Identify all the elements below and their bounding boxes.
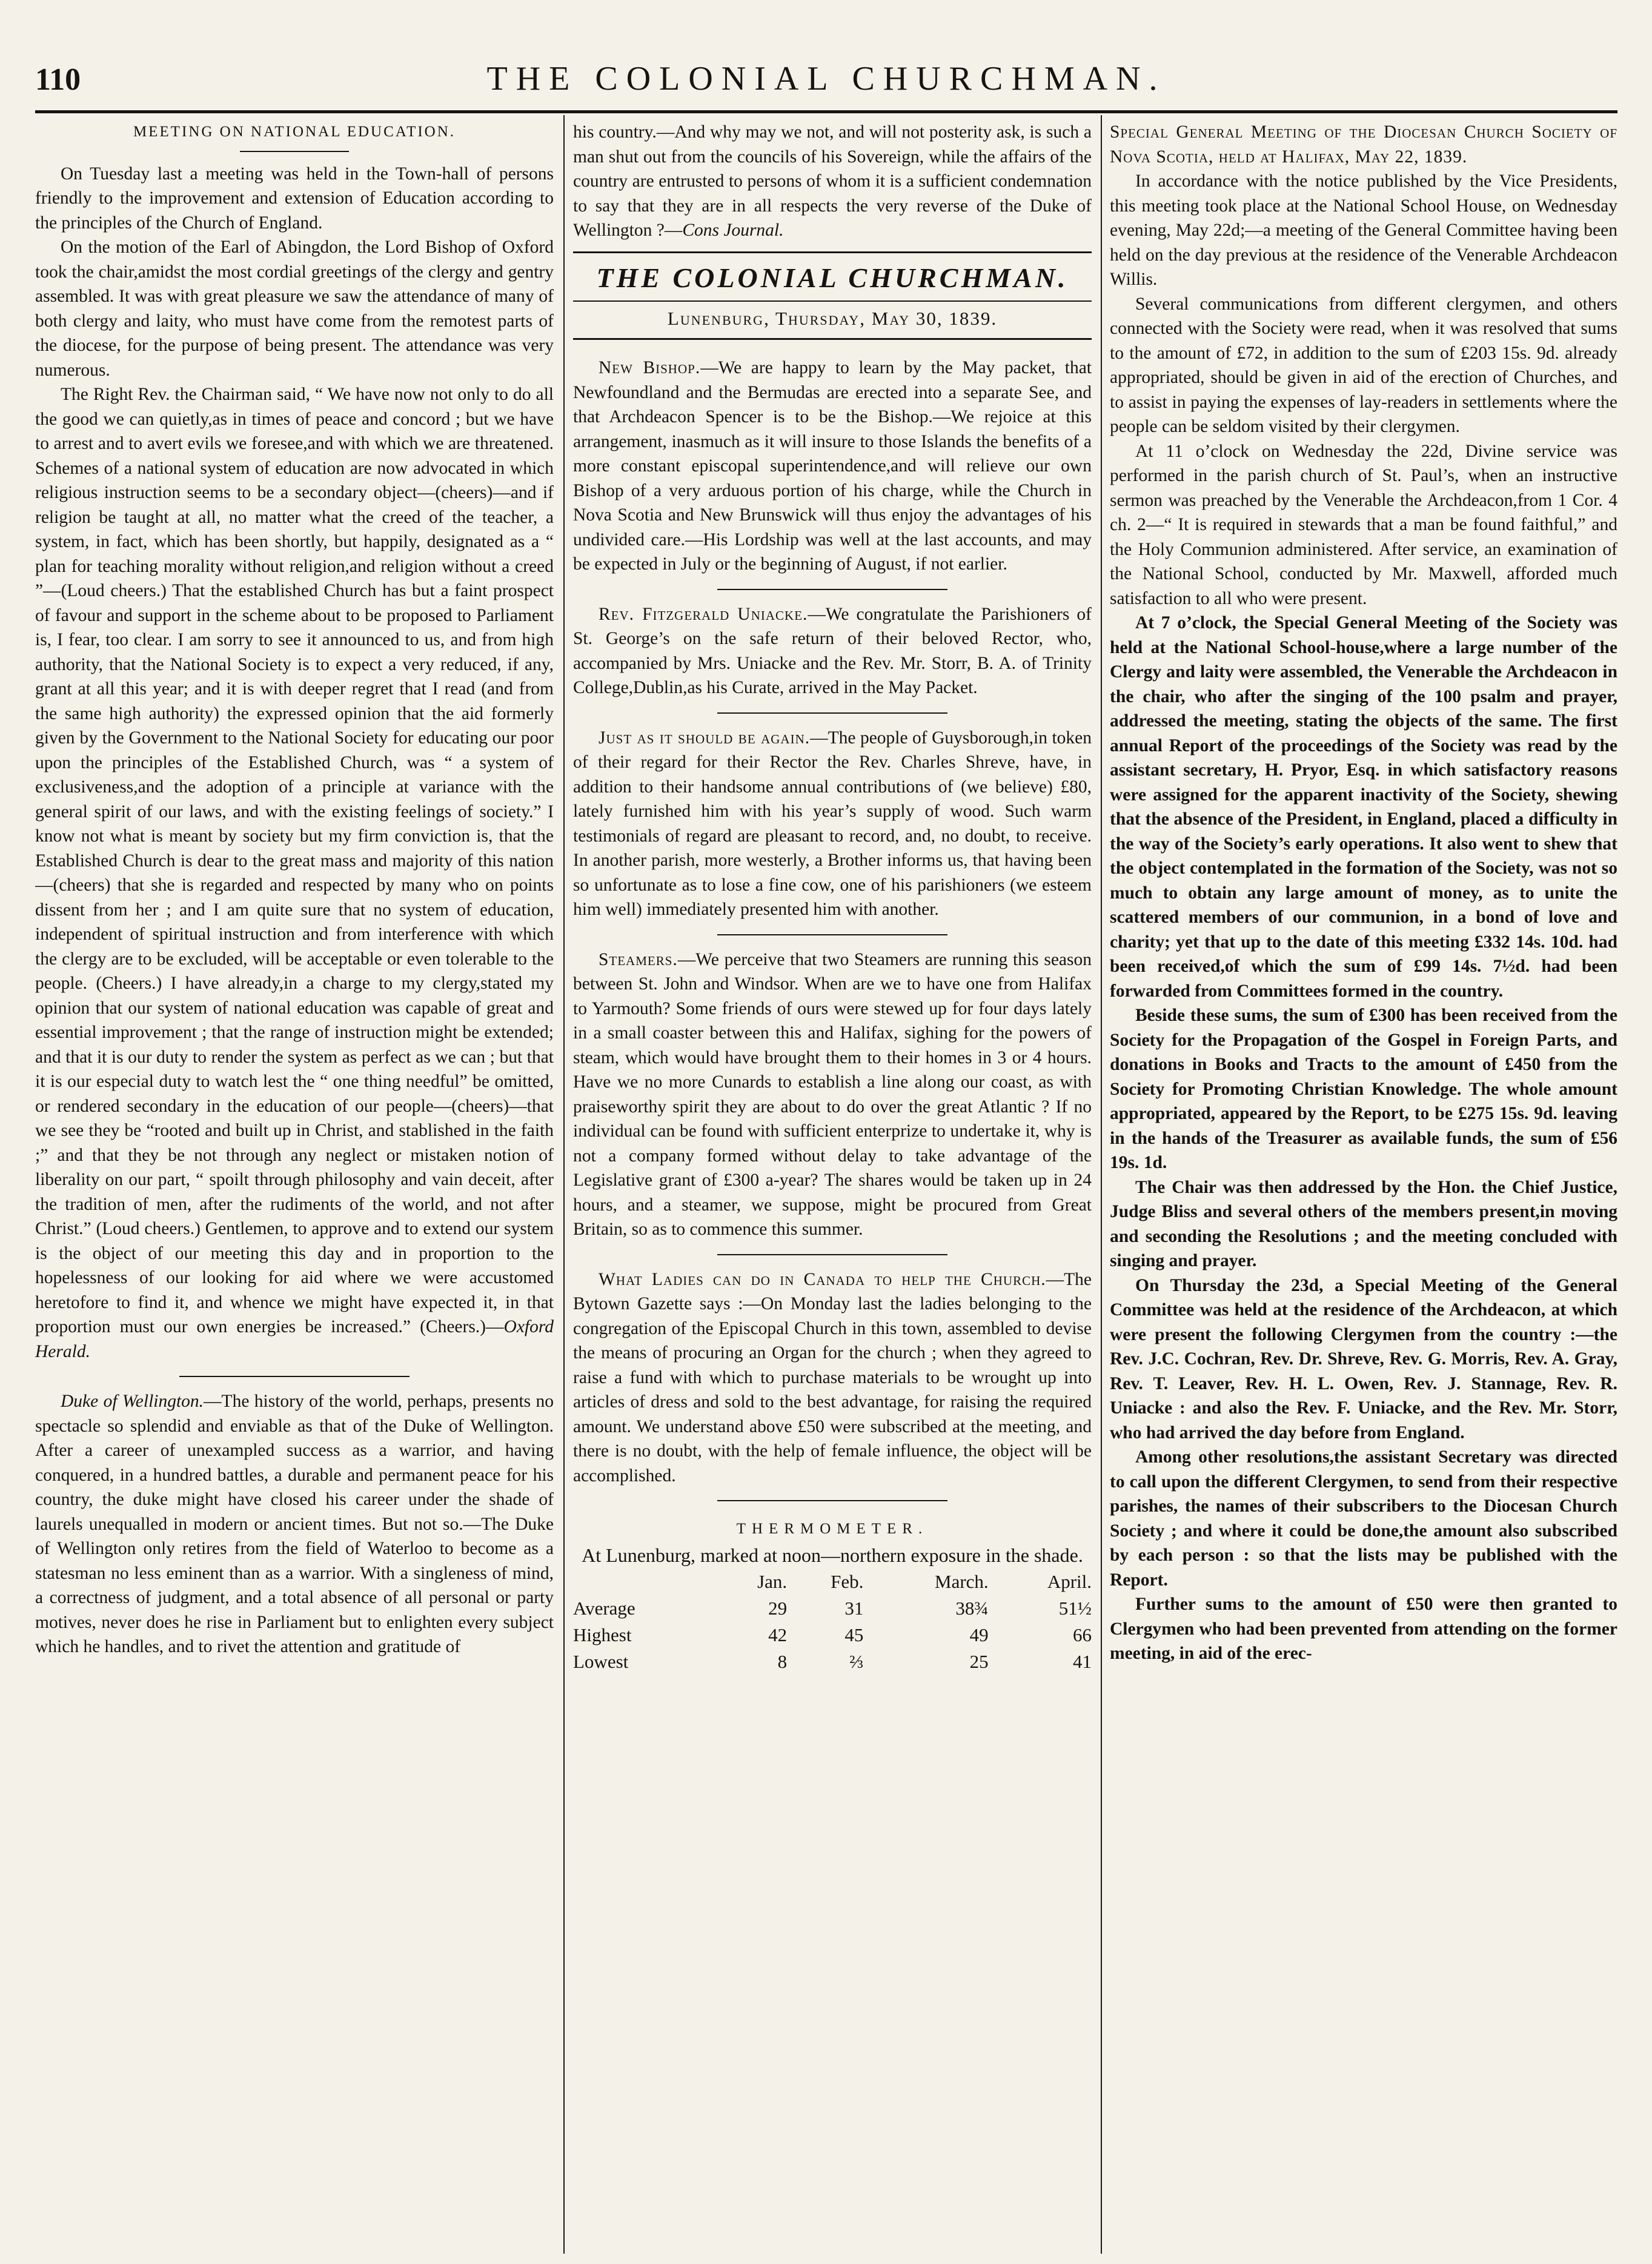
item-lead: What Ladies can do in Canada to help the Church. bbox=[599, 1269, 1046, 1289]
table-row bbox=[573, 1595, 1092, 1622]
item-text: —We are happy to learn by the May packet, that Newfoundland and the Bermudas are erected into a separate See, and that Archdeacon Spencer is to be the Bishop.—We rejoice at this arrangement, inasmuch as it will insure to those Islands the benefits of a more constant episcopal superintendence,and will relieve our own Bishop of a very arduous portion of his charge, while the Church in Nova Scotia and New Brunswick will thus enjoy the advantages of his undivided care.—His Lordship was well at the last accounts, and may be expected in July or the beginning of August, if not earlier. bbox=[573, 358, 1092, 574]
table-cell: 29 bbox=[768, 1597, 788, 1619]
paragraph-text: his country.—And why may we not, and will not posterity ask, is such a man shut out from the councils of his Sovereign, while the affairs of the country are entrusted to persons of whom it is a sufficient condemnation to say that they are in all respects the very reverse of the Duke of Wellington ?— bbox=[573, 122, 1092, 240]
column-middle bbox=[573, 120, 1092, 2240]
paragraph: Among other resolutions,the assistant Secretary was directed to call upon the different Clergymen, to send from their respective parishes, the names of their subscribers to the Diocesan Church Society ; and where it could be done,the amount also subscribed by each person : so that the lists may be published with the Report. bbox=[1110, 1447, 1617, 1590]
item-rule bbox=[717, 712, 947, 714]
table-cell: 41 bbox=[1073, 1650, 1092, 1672]
thermometer-caption: At Lunenburg, marked at noon—northern exposure in the shade. bbox=[582, 1544, 1083, 1566]
article-source: Cons Journal. bbox=[682, 221, 784, 240]
thermometer-table bbox=[573, 1569, 1092, 1675]
paragraph bbox=[35, 382, 554, 1364]
table-corner bbox=[573, 1569, 718, 1595]
row-label: Average bbox=[573, 1597, 635, 1619]
header-rule bbox=[35, 110, 1617, 113]
article-source: Oxford Herald. bbox=[35, 1317, 554, 1361]
table-cell: 42 bbox=[768, 1624, 788, 1645]
paragraph-wellington-continued bbox=[573, 120, 1092, 243]
table-row bbox=[573, 1648, 1092, 1675]
article-lead: Duke of Wellington. bbox=[61, 1392, 204, 1411]
paragraph: Several communications from different clergymen, and others connected with the Society were read, when it was resolved that sums to the amount of £72, in addition to the sum of £203 15s. 9d. already appropriated, should be given in aid of the erection of Churches, and to assist in paying the expenses of lay-readers in settlements where the people can be seldom visited by their clergymen. bbox=[1110, 294, 1617, 436]
news-item bbox=[573, 726, 1092, 922]
column-left bbox=[35, 120, 554, 2240]
news-item bbox=[573, 356, 1092, 577]
table-cell: 66 bbox=[1073, 1624, 1092, 1645]
paragraph: On the motion of the Earl of Abingdon, the Lord Bishop of Oxford took the chair,amidst the most cordial greetings of the clergy and gentry assembled. It was with great pleasure we saw the attendance of many of both clergy and laity, who must have come from the remotest parts of the diocese, for the purpose of being present. The attendance was very numerous. bbox=[35, 237, 554, 380]
item-lead: New Bishop. bbox=[599, 358, 701, 377]
news-item bbox=[573, 602, 1092, 700]
table-cell: 49 bbox=[969, 1624, 989, 1645]
table-row bbox=[573, 1622, 1092, 1648]
column-rule bbox=[1101, 115, 1102, 2254]
paragraph: At 7 o’clock, the Special General Meeting of the Society was held at the National School-house,where a large number of the Clergy and laity were assembled, the Venerable the Archdeacon in the chair, who after the singing of the 100 psalm and prayer, addressed the meeting, stating the objects of the same. The first annual Report of the proceedings of the Society was read by the assistant secretary, H. Pryor, Esq. in which satisfactory reasons were assigned for the apparent inactivity of the Society, shewing that the absence of the President, in England, placed a difficulty in the way of the Society’s early operations. It also went to shew that the object contemplated in the formation of the Society, was not so much to obtain any large amount of money, as to unite the scattered members of our communion, in a bond of love and charity; yet that up to the date of this meeting £332 14s. 10d. had been received,of which the sum of £99 14s. 7½d. had been forwarded from Committees formed in the country. bbox=[1110, 613, 1617, 1001]
month-header: Feb. bbox=[831, 1570, 864, 1592]
column-rule bbox=[563, 115, 565, 2254]
thermometer-title: THERMOMETER. bbox=[736, 1521, 929, 1537]
item-lead: Steamers. bbox=[599, 949, 678, 969]
item-text: —The Bytown Gazette says :—On Monday last the ladies belonging to the congregation of the Episcopal Church in this town, assembled to devise the means of procuring an Organ for the church ; when they agreed to raise a fund with which to purchase materials to be wrought up into articles of dress and sold to the best advantage, for raising the required amount. We understand above £50 were subscribed at the meeting, and there is no doubt, with the help of female influence, the object will be accomplished. bbox=[573, 1269, 1092, 1486]
month-header: April. bbox=[1047, 1570, 1092, 1592]
paragraph: On Thursday the 23d, a Special Meeting of the General Committee was held at the residence of the Archdeacon, at which were present the following Clergymen from the country :—the Rev. J.C. Cochran, Rev. Dr. Shreve, Rev. G. Morris, Rev. A. Gray, Rev. T. Leaver, Rev. H. L. Owen, Rev. J. Stannage, Rev. R. Uniacke : and also the Rev. F. Uniacke, and the Rev. Mr. Storr, who had arrived the day before from England. bbox=[1110, 1275, 1617, 1442]
section-rule bbox=[179, 1376, 410, 1377]
month-header: March. bbox=[935, 1570, 989, 1592]
item-text: —The people of Guysborough,in token of their regard for their Rector the Rev. Charles Shreve, have, in addition to their handsome annual contributions of (we believe) £80, lately furnished him with his year’s supply of wood. Such warm testimonials of regard are pleasant to record, and, no doubt, to receive. In another parish, more westerly, a Brother informs us, that having been so unfortunate as to lose a fine cow, one of his parishioners (we esteem him well) immediately presented him with another. bbox=[573, 728, 1092, 919]
editorial-nameplate bbox=[573, 251, 1092, 340]
thermometer-section bbox=[573, 1517, 1092, 1675]
table-cell: 25 bbox=[969, 1650, 989, 1672]
month-header: Jan. bbox=[757, 1570, 788, 1592]
news-item bbox=[573, 1267, 1092, 1489]
item-rule bbox=[717, 1254, 947, 1255]
paragraph-wellington bbox=[35, 1389, 554, 1659]
page-header bbox=[35, 59, 1617, 107]
table-cell: 8 bbox=[777, 1650, 788, 1672]
heading-rule bbox=[240, 151, 349, 152]
table-header-row bbox=[573, 1569, 1092, 1595]
paragraph-text: —The history of the world, perhaps, presents no spectacle so splendid and enviable as that of the Duke of Wellington. After a career of unexampled success as a warrior, and having conquered, in a hundred battles, a durable and permanent peace for his country, the duke might have closed his career under the shade of laurels unequalled in modern or ancient times. But not so.—The Duke of Wellington only retires from the field of Waterloo to become as a statesman no less eminent than as a warrior. With a singleness of mind, a correctness of judgment, and a total absence of all personal or party motives, never does he rise in Parliament but to enlighten every subject which he handles, and to rivet the attention and gratitude of bbox=[35, 1392, 554, 1656]
paragraph: At 11 o’clock on Wednesday the 22d, Divine service was performed in the parish church of St. Paul’s, when an instructive sermon was preached by the Venerable the Archdeacon,from 1 Cor. 4 ch. 2—“ It is required in stewards that a man be found faithful,” and the Holy Communion administered. After service, an examination of the National School, conducted by Mr. Maxwell, afforded much satisfaction to all who were present. bbox=[1110, 441, 1617, 608]
paragraph: Beside these sums, the sum of £300 has been received from the Society for the Propagation of the Gospel in Foreign Parts, and donations in Books and Tracts to the amount of £450 from the Society for Promoting Christian Knowledge. The whole amount appropriated, appeared by the Report, to be £275 15s. 9d. leaving in the hands of the Treasurer as available funds, the sum of £56 19s. 1d. bbox=[1110, 1006, 1617, 1172]
row-label: Lowest bbox=[573, 1650, 629, 1672]
column-right bbox=[1110, 120, 1617, 2240]
table-cell: 31 bbox=[844, 1597, 864, 1619]
table-cell: ⅔ bbox=[849, 1650, 864, 1672]
paragraph: In accordance with the notice published by the Vice Presidents, this meeting took place at the National School House, on Wednesday evening, May 22d;—a meeting of the General Committee having been held on the day previous at the residence of the Venerable Archdeacon Willis. bbox=[1110, 171, 1617, 289]
table-cell: 51½ bbox=[1058, 1597, 1092, 1619]
article-heading-national-education: MEETING ON NATIONAL EDUCATION. bbox=[133, 124, 456, 140]
row-label: Highest bbox=[573, 1624, 632, 1645]
paragraph-text: The Right Rev. the Chairman said, “ We have now not only to do all the good we can quietly,as in times of peace and concord ; but we have to arrest and to avert evils we foresee,and with which we are threatened. Schemes of a national system of education are now advocated in which religious instruction seems to be a secondary object—(cheers)—and if religion be taught at all, no matter what the creed of the teacher, a system, in fact, which has been shortly, but happily, designated as a “ plan for teaching morality without religion,and religion without a creed ”—(Loud cheers.) That the established Church has but a faint prospect of favour and support in the scheme about to be proposed to Parliament is, I fear, too clear. I am sorry to see it announced to us, and from high authority, that the National Society is to expect a very reduced, if any, grant at all this year; and it is with deeper regret that I read (and from the same high authority) the expressed opinion that the aid formerly given by the Government to the National Society for educating our poor upon the principles of the Established Church, was “ a system of exclusiveness,and the adoption of a principle at variance with the general spirit of our laws, and with the existing feelings of society.” I know not what is meant by society but my firm conviction is, that the Established Church is dear to the great mass and majority of this nation—(cheers) that she is regarded and respected by many who on points dissent from her ; and I am quite sure that no system of education, independent of spiritual instruction and from interference with which the clergy are to be excluded, will be acceptable or even tolerable to the people. (Cheers.) I have already,in a charge to my clergy,stated my opinion that our system of national education was capable of great and essential improvement ; that the range of instruction might be extended; and that it is our duty to render the system as perfect as we can ; but that it is our especial duty to watch lest the “ one thing needful” be omitted, or rendered secondary in the education of our people—(cheers)—that we see they be “rooted and built up in Christ, and stablished in the faith ;” and that they be not through any neglect or mistaken notion of liberality on our part, “ spoilt through philosophy and vain deceit, after the tradition of men, after the rudiments of the world, and not after Christ.” (Loud cheers.) Gentlemen, to approve and to extend our system is the object of our meeting this day and in proportion to the hopelessness of our looking for aid where we were accustomed heretofore to find it, and whence we might have expected it, in that proportion must our own energies be increased.” (Cheers.)— bbox=[35, 385, 554, 1336]
item-text: —We perceive that two Steamers are running this season between St. John and Windsor. When are we to have one from Halifax to Yarmouth? Some friends of ours were stewed up for four days lately in a small coaster between this and Halifax, sighing for the powers of steam, which would have brought them to their homes in 3 or 4 hours. Have we no more Cunards to establish a line along our coast, as with praiseworthy spirit they are about to do over the great Atlantic ? If no individual can be found with sufficient enterprize to undertake it, why is not a company formed without delay to take advantage of the Legislative grant of £300 a-year? The shares would be taken up in 24 hours, and a steamer, we suppose, might be procured from Great Britain, so as to commence this summer. bbox=[573, 949, 1092, 1239]
item-rule bbox=[717, 1500, 947, 1501]
table-cell: 38¾ bbox=[955, 1597, 989, 1619]
paragraph: The Chair was then addressed by the Hon. the Chief Justice, Judge Bliss and several others of the members present,in moving and seconding the Resolutions ; and the meeting concluded with singing and prayer. bbox=[1110, 1177, 1617, 1270]
nameplate-title: THE COLONIAL CHURCHMAN. bbox=[573, 261, 1092, 302]
article-heading-diocesan-society: Special General Meeting of the Diocesan Church Society of Nova Scotia, held at Halifax, May 22, 1839. bbox=[1110, 122, 1617, 167]
item-text: —We congratulate the Parishioners of St. George’s on the safe return of their beloved Rector, who, accompanied by Mrs. Uniacke and the Rev. Mr. Storr, B. A. of Trinity College,Dublin,as his Curate, arrived in the May Packet. bbox=[573, 604, 1092, 697]
paragraph: Further sums to the amount of £50 were then granted to Clergymen who had been prevented from attending on the former meeting, in aid of the erec- bbox=[1110, 1595, 1617, 1663]
item-rule bbox=[717, 589, 947, 590]
item-rule bbox=[717, 934, 947, 935]
masthead-title: THE COLONIAL CHURCHMAN. bbox=[486, 60, 1166, 98]
issue-dateline: Lunenburg, Thursday, May 30, 1839. bbox=[667, 307, 998, 329]
item-lead: Just as it should be again. bbox=[599, 728, 811, 748]
page-number: 110 bbox=[35, 62, 81, 97]
paragraph: On Tuesday last a meeting was held in the Town-hall of persons friendly to the improvement and extension of Education according to the principles of the Church of England. bbox=[35, 164, 554, 233]
item-lead: Rev. Fitzgerald Uniacke. bbox=[599, 604, 808, 624]
news-item bbox=[573, 948, 1092, 1242]
table-cell: 45 bbox=[844, 1624, 864, 1645]
